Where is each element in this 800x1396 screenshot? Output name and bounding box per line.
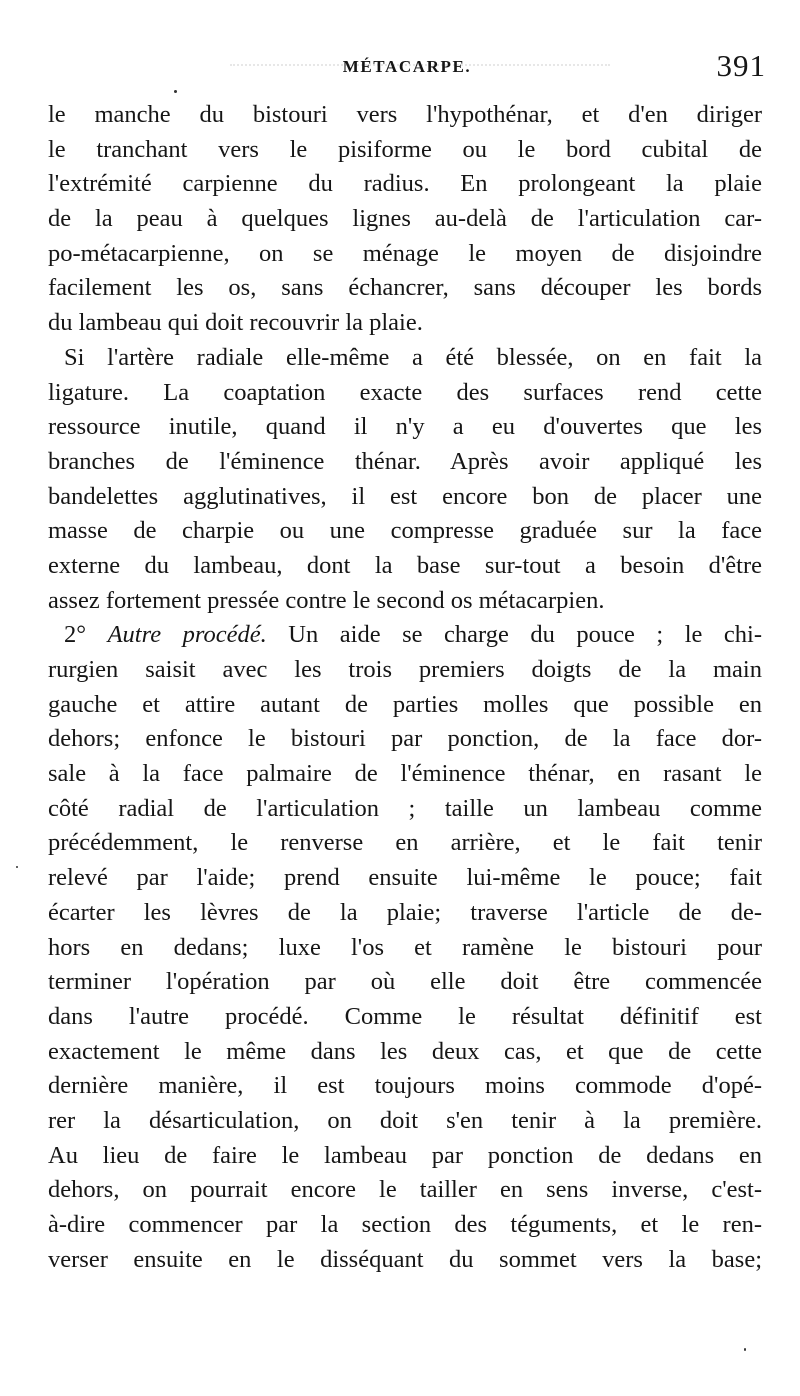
text-line: ressource inutile, quand il n'y a eu d'ouvertes que les (48, 413, 762, 441)
text-line: relevé par l'aide; prend ensuite lui-même le pouce; fait (48, 864, 762, 892)
text-line: le tranchant vers le pisiforme ou le bord cubital de (48, 135, 762, 163)
text-line: Un aide se charge du pouce ; le chi- (288, 621, 763, 649)
section-line (48, 618, 762, 653)
page-number: 391 (716, 48, 766, 83)
text-line: po-métacarpienne, on se ménage le moyen de disjoindre (48, 239, 762, 267)
text-line: masse de charpie ou une compresse graduée sur la face (48, 517, 762, 545)
ink-speck (744, 1348, 746, 1351)
text-line: dehors, on pourrait encore le tailler en sens inverse, c'est- (48, 1176, 762, 1204)
body-text (48, 98, 762, 1277)
text-line: de la peau à quelques lignes au-delà de l'articulation car- (48, 205, 762, 233)
text-line: l'extrémité carpienne du radius. En prolongeant la plaie (48, 170, 762, 198)
text-line: précédemment, le renverse en arrière, et le fait tenir (48, 829, 762, 857)
ink-speck (16, 866, 18, 868)
ink-speck (174, 90, 177, 93)
text-line: sale à la face palmaire de l'éminence thénar, en rasant le (48, 760, 762, 788)
section-title: Autre procédé. (107, 621, 267, 649)
text-line: dans l'autre procédé. Comme le résultat définitif est (48, 1002, 762, 1030)
text-line: externe du lambeau, dont la base sur-tout a besoin d'être (48, 551, 762, 579)
text-line: verser ensuite en le disséquant du sommet vers la base; (48, 1245, 762, 1273)
text-line: ligature. La coaptation exacte des surfaces rend cette (48, 378, 762, 406)
section-number: 2° (64, 621, 87, 649)
text-line: à-dire commencer par la section des téguments, et le ren- (48, 1211, 762, 1238)
text-line: du lambeau qui doit recouvrir la plaie. (48, 309, 423, 337)
text-line: hors en dedans; luxe l'os et ramène le bistouri pour (48, 933, 762, 961)
text-line: terminer l'opération par où elle doit être commencée (48, 968, 762, 996)
text-line: rurgien saisit avec les trois premiers doigts de la main (48, 656, 762, 683)
text-line: bandelettes agglutinatives, il est encore bon de placer une (48, 482, 762, 510)
text-line: branches de l'éminence thénar. Après avoir appliqué les (48, 447, 762, 475)
text-line: Si l'artère radiale elle-même a été blessée, on en fait la (64, 343, 762, 371)
text-line: côté radial de l'articulation ; taille un lambeau comme (48, 794, 762, 822)
text-line: le manche du bistouri vers l'hypothénar, et d'en diriger (48, 101, 762, 128)
running-title: MÉTACARPE. (342, 57, 472, 76)
text-line: dehors; enfonce le bistouri par ponction, de la face dor- (48, 725, 762, 753)
text-line: Au lieu de faire le lambeau par ponction de dedans en (48, 1141, 762, 1169)
text-line: assez fortement pressée contre le second os métacarpien. (48, 586, 605, 614)
text-line: dernière manière, il est toujours moins commode d'opé- (48, 1072, 762, 1100)
text-line: rer la désarticulation, on doit s'en tenir à la première. (48, 1106, 762, 1134)
text-line: facilement les os, sans échancrer, sans découper les bords (48, 274, 762, 302)
text-line: gauche et attire autant de parties molles que possible en (48, 690, 762, 718)
text-line: exactement le même dans les deux cas, et que de cette (48, 1037, 762, 1065)
running-head (48, 50, 766, 82)
text-line: écarter les lèvres de la plaie; traverse l'article de de- (48, 898, 762, 926)
